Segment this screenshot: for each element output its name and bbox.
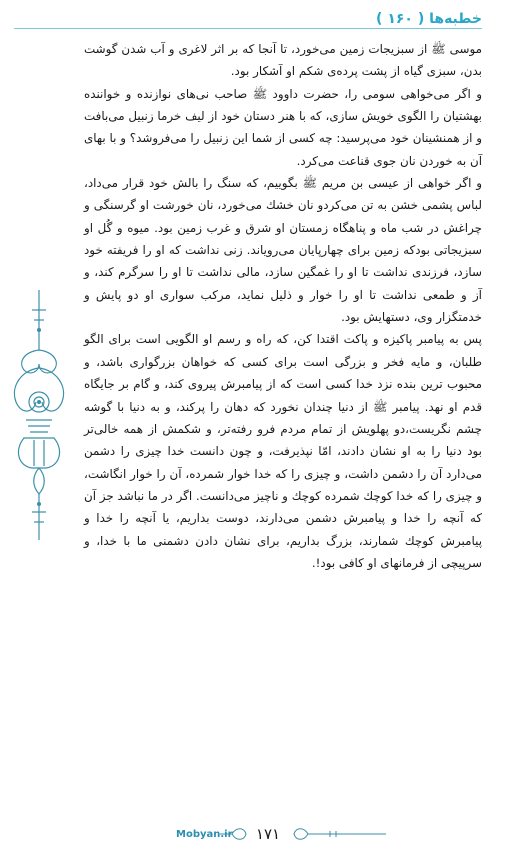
header-divider: [14, 28, 482, 29]
site-watermark: Mobyan.ir: [176, 829, 233, 840]
page-number: ۱۷۱: [255, 825, 281, 843]
body-text: [84, 38, 482, 574]
paragraph-2: و اگر می‌خواهی سومی را، حضرت داوود ﷺ صاحب نی‌های نوازنده و خواننده بهشتیان را الگوی خویش سازی، که با هنر دستان خود از لیف خرما زنبیل می‌بافت و از همنشینان خود می‌پرسید: چه کسی از شما این زنبیل را می‌فروشد؟ و با بهای آن به خوردن نان جوی قناعت می‌کرد.: [84, 86, 482, 168]
page-header: [14, 8, 482, 30]
paragraph-4: پس به پیامبر پاکیزه و پاکت اقتدا کن، که راه و رسم او الگویی است برای الگو طلبان، و مایه فخر و بزرگی است برای کسی که خواهان بزرگواری باشد، و محبوب ترین بنده نزد خدا کسی است که از پیامبرش پیروی کند، و گام بر جایگاه قدم او نهد. پیامبر ﷺ از دنیا چندان نخورد که دهان را پرکند، و به دنیا با گوشه چشم نگریست،دو پهلویش از تمام مردم فرو رفته‌تر، و شکمش از همه خالی‌تر بود دنیا را به او نشان دادند، امّا نپذیرفت، و چون دانست خدا چیزی را دشمن می‌دارد آن را دشمن داشت، و چیزی را که خدا خوار شمرده، آن را خوار انگاشت، و چیزی را که خدا کوچك شمرده کوچك و ناچیز می‌دانست. اگر در ما نباشد جز آن که آنچه را خدا و پیامبرش دشمن می‌دارند، دوست بداریم، یا آنچه را خدا و پیامبرش کوچك شمارند، بزرگ بداریم، برای نشان دادن دشمنی ما با خدا، و سرپیچی از فرمانهای او کافی بود!.: [84, 332, 482, 570]
chapter-title: خطبه‌ها ( ۱۶۰ ): [376, 11, 482, 27]
paragraph-3: و اگر خواهی از عیسی بن مریم ﷺ بگوییم، که سنگ را بالش خود قرار می‌داد، لباس پشمی خشن به تن می‌کردو نان خشك می‌خورد، نان خورشت او گرسنگی و چراغش در شب ماه و پناهگاه زمستان او شرق و غرب زمین بود. میوه و گُل او سبزیجاتی بودکه زمین برای چهارپایان می‌رویاند. زنی نداشت که او را فریفته خود سازد، فرزندی نداشت تا او را غمگین سازد، مالی نداشت تا او را سرگرم کند، و آز و طمعی نداشت تا او را خوار و ذلیل نماید، مرکب سواری او دو پایش و خدمتگزار وی، دستهایش بود.: [84, 176, 482, 325]
paragraph-1: موسی ﷺ از سبزیجات زمین می‌خورد، تا آنجا که بر اثر لاغری و آب شدن گوشت بدن، سبزی گیاه از پشت پرده‌ی شکم او آشکار بود.: [84, 42, 482, 79]
page-footer: [0, 823, 520, 845]
floral-ornament-icon: [4, 290, 74, 540]
